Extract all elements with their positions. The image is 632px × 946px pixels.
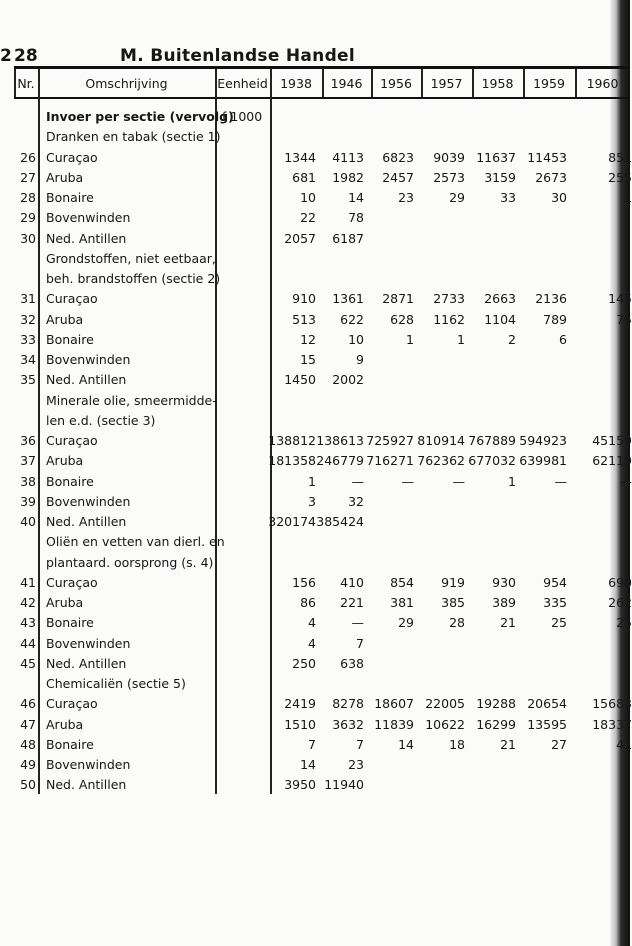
table-row: [0, 613, 630, 633]
row-number: 36: [20, 433, 36, 448]
cell-value-1946: 385424: [316, 514, 364, 529]
row-number: 47: [20, 716, 36, 732]
cell-value-1946: 6187: [332, 230, 364, 246]
cell-value-1958: 767889: [468, 433, 516, 448]
header-year: 1946: [330, 76, 363, 91]
table-row: [0, 755, 630, 775]
cell-value-1960: 15683: [592, 696, 632, 712]
table-row: [0, 674, 630, 694]
cell-value-1946: 622: [340, 311, 364, 327]
row-description: Bonaire: [46, 190, 94, 205]
row-number: 35: [20, 372, 36, 388]
cell-value-1959: 639981: [519, 453, 567, 469]
cell-value-1946: 7: [356, 736, 364, 752]
row-description: Grondstoffen, niet eetbaar,: [46, 250, 216, 266]
row-description: Aruba: [46, 716, 84, 732]
margin-mark: 2: [0, 46, 12, 66]
table-row: [0, 188, 630, 208]
header-year: 1938: [280, 76, 312, 91]
row-description: Ned. Antillen: [46, 655, 127, 671]
row-description: beh. brandstoffen (sectie 2): [46, 271, 221, 286]
cell-value-1958: 21: [500, 736, 516, 752]
cell-value-1960: 145: [608, 291, 632, 307]
cell-value-1938: 3: [308, 493, 316, 509]
cell-value-1957: 22005: [425, 696, 465, 712]
page-number: 28: [14, 46, 38, 66]
cell-value-1938: 3950: [284, 777, 316, 793]
row-description: plantaard. oorsprong (s. 4): [46, 554, 214, 570]
cell-value-1957: 385: [441, 595, 465, 610]
row-description: Chemicaliën (sectie 5): [46, 676, 186, 691]
row-description: Curaçao: [46, 574, 98, 590]
table-row: [0, 735, 630, 755]
table-row: [0, 573, 630, 593]
cell-value-1956: 6823: [382, 149, 414, 165]
cell-value-1958: 389: [492, 595, 516, 610]
cell-value-1938: 86: [300, 595, 316, 610]
cell-value-1938: 181358: [268, 453, 316, 469]
cell-value-1957: —: [452, 473, 465, 489]
row-description: Invoer per sectie (vervolg): [46, 109, 234, 124]
cell-value-1938: 681: [292, 169, 316, 185]
cell-value-1946: 638: [340, 655, 364, 671]
row-description: Ned. Antillen: [46, 230, 127, 246]
row-number: 39: [20, 493, 36, 509]
cell-value-1958: 677032: [468, 453, 516, 469]
cell-value-1938: 910: [292, 291, 316, 307]
cell-value-1959: 335: [543, 595, 567, 610]
row-description: Bonaire: [46, 736, 94, 752]
cell-value-1959: 6: [559, 331, 567, 347]
row-number: 50: [20, 777, 36, 793]
cell-value-1960: 1: [624, 190, 632, 205]
header-description: Omschrijving: [85, 76, 168, 91]
cell-value-1956: 2457: [382, 169, 414, 185]
cell-value-1946: 11940: [324, 777, 364, 793]
table-row: [0, 168, 630, 188]
cell-value-1959: 30: [551, 190, 567, 205]
cell-value-1957: 919: [441, 574, 465, 590]
cell-value-1938: 1450: [284, 372, 316, 388]
cell-value-1946: 2002: [332, 372, 364, 388]
cell-value-1956: 18607: [374, 696, 414, 712]
table-row: [0, 107, 630, 127]
page-title: M. Buitenlandse Handel: [120, 46, 356, 66]
cell-value-1957: 810914: [417, 433, 465, 448]
cell-value-1938: 1: [308, 473, 316, 489]
header-nr: Nr.: [17, 76, 35, 91]
table-row: [0, 310, 630, 330]
cell-value-1958: 19288: [476, 696, 516, 712]
table-row: [0, 370, 630, 390]
cell-value-1938: 12: [300, 331, 316, 347]
header-year: 1959: [533, 76, 565, 91]
row-number: 38: [20, 473, 36, 489]
cell-value-1938: 1510: [284, 716, 316, 732]
cell-value-1958: 21: [500, 615, 516, 631]
cell-value-1957: 1162: [433, 311, 465, 327]
cell-value-1960: 41: [616, 736, 632, 752]
cell-value-1938: 4: [308, 635, 316, 651]
cell-value-1959: 25: [551, 615, 567, 631]
cell-value-1938: 4: [308, 615, 316, 631]
row-number: 46: [20, 696, 36, 712]
row-number: 37: [20, 453, 36, 469]
cell-value-1957: 28: [449, 615, 465, 631]
cell-value-1957: 1: [457, 331, 465, 347]
cell-value-1938: 22: [300, 210, 316, 226]
cell-value-1946: 221: [340, 595, 364, 610]
row-description: Bonaire: [46, 473, 94, 489]
table-row: [0, 512, 630, 532]
cell-value-1958: 930: [492, 574, 516, 590]
row-description: Bovenwinden: [46, 210, 131, 226]
cell-value-1938: 2057: [284, 230, 316, 246]
cell-value-1956: 2871: [382, 291, 414, 307]
cell-value-1958: 1104: [484, 311, 516, 327]
cell-value-1956: 854: [390, 574, 414, 590]
row-number: 41: [20, 574, 36, 590]
table-row: [0, 775, 630, 795]
row-description: Aruba: [46, 453, 84, 469]
table-row: [0, 249, 630, 269]
row-number: 48: [20, 736, 36, 752]
cell-value-1938: 15: [300, 352, 316, 367]
cell-value-1960: 255: [608, 169, 632, 185]
cell-value-1958: 3159: [484, 169, 516, 185]
cell-value-1946: 4113: [332, 149, 364, 165]
row-number: 26: [20, 149, 36, 165]
table-row: [0, 330, 630, 350]
row-number: 40: [20, 514, 36, 529]
cell-value-1946: 7: [356, 635, 364, 651]
cell-value-1957: 2573: [433, 169, 465, 185]
header-unit: Eenheid: [217, 76, 268, 91]
row-description: Aruba: [46, 169, 84, 185]
row-number: 29: [20, 210, 36, 226]
row-description: Curaçao: [46, 291, 98, 307]
cell-value-1946: —: [351, 615, 364, 631]
cell-value-1956: 716271: [366, 453, 414, 469]
row-description: Curaçao: [46, 149, 98, 165]
cell-value-1938: 10: [300, 190, 316, 205]
cell-value-1938: 513: [292, 311, 316, 327]
row-description: Bovenwinden: [46, 757, 131, 772]
cell-value-1957: 29: [449, 190, 465, 205]
cell-value-1938: 2419: [284, 696, 316, 712]
row-description: Aruba: [46, 311, 84, 327]
table-row: [0, 229, 630, 249]
cell-value-1956: 29: [398, 615, 414, 631]
cell-value-1959: 594923: [519, 433, 567, 448]
header-year: 1957: [430, 76, 463, 91]
row-number: 27: [20, 169, 36, 185]
row-number: 42: [20, 595, 36, 610]
cell-value-1960: 690: [608, 574, 632, 590]
table-row: [0, 391, 630, 411]
row-number: 31: [20, 291, 36, 307]
row-description: Bovenwinden: [46, 635, 131, 651]
cell-value-1960: 18337: [592, 716, 632, 732]
cell-value-1946: 32: [348, 493, 364, 509]
row-description: Ned. Antillen: [46, 372, 127, 388]
cell-value-1956: 23: [398, 190, 414, 205]
cell-value-1946: 23: [348, 757, 364, 772]
table-row: [0, 127, 630, 147]
row-description: Bonaire: [46, 331, 94, 347]
header-year: 1958: [481, 76, 514, 91]
cell-value-1959: 2673: [535, 169, 567, 185]
cell-value-1946: 9: [356, 352, 364, 367]
row-description: Dranken en tabak (sectie 1): [46, 129, 221, 145]
table-row: [0, 208, 630, 228]
cell-value-1938: 156: [292, 574, 316, 590]
cell-value-1946: 10: [348, 331, 364, 347]
cell-value-1958: 2: [508, 331, 516, 347]
cell-value-1938: 1344: [284, 149, 316, 165]
row-number: 43: [20, 615, 36, 631]
table-row: [0, 472, 630, 492]
table-row: [0, 715, 630, 735]
row-description: len e.d. (sectie 3): [46, 412, 156, 428]
row-description: Ned. Antillen: [46, 777, 127, 793]
cell-value-1958: 1: [508, 473, 516, 489]
cell-value-1957: 762362: [417, 453, 465, 469]
cell-value-1958: 2663: [484, 291, 516, 307]
table-row: [0, 269, 630, 289]
cell-value-1959: 789: [543, 311, 567, 327]
row-number: 34: [20, 352, 36, 367]
table-row: [0, 634, 630, 654]
table-row: [0, 350, 630, 370]
cell-value-1938: 14: [300, 757, 316, 772]
table-row: [0, 532, 630, 552]
header-year: 1956: [380, 76, 412, 91]
cell-value-1957: 18: [449, 736, 465, 752]
table-row: [0, 431, 630, 451]
cell-value-1956: 725927: [366, 433, 414, 448]
row-number: 44: [20, 635, 36, 651]
cell-value-1960: 75: [616, 311, 632, 327]
border-left: [14, 69, 16, 97]
table-row: [0, 411, 630, 431]
row-number: 49: [20, 757, 36, 772]
row-description: Aruba: [46, 595, 84, 610]
cell-value-1946: 1982: [332, 169, 364, 185]
table-row: [0, 289, 630, 309]
cell-value-1956: —: [401, 473, 414, 489]
cell-value-1946: 78: [348, 210, 364, 226]
row-description: Curaçao: [46, 433, 98, 448]
cell-value-1946: 246779: [316, 453, 364, 469]
cell-value-1956: 1: [406, 331, 414, 347]
header-year: 1960: [586, 76, 619, 91]
row-number: 28: [20, 190, 36, 205]
cell-value-1958: 33: [500, 190, 516, 205]
table-row: [0, 492, 630, 512]
cell-value-1960: —: [619, 473, 632, 489]
cell-value-1957: 2733: [433, 291, 465, 307]
cell-value-1938: 138812: [268, 433, 316, 448]
cell-value-1938: 7: [308, 736, 316, 752]
cell-value-1946: 410: [340, 574, 364, 590]
cell-value-1956: 14: [398, 736, 414, 752]
cell-value-1956: 11839: [374, 716, 414, 732]
row-description: Curaçao: [46, 696, 98, 712]
table-header-rule: [14, 97, 630, 99]
cell-value-1959: 20654: [527, 696, 567, 712]
cell-value-1956: 628: [390, 311, 414, 327]
table-row: [0, 553, 630, 573]
cell-value-1959: 13595: [527, 716, 567, 732]
row-number: 30: [20, 230, 36, 246]
cell-value-1960: 45159: [592, 433, 632, 448]
row-number: 32: [20, 311, 36, 327]
table-row: [0, 148, 630, 168]
cell-value-1946: —: [351, 473, 364, 489]
row-unit: f 1000: [222, 109, 263, 124]
cell-value-1959: —: [554, 473, 567, 489]
table-row: [0, 451, 630, 471]
table-row: [0, 694, 630, 714]
cell-value-1938: 250: [292, 655, 316, 671]
table-row: [0, 593, 630, 613]
cell-value-1959: 2136: [535, 291, 567, 307]
row-description: Ned. Antillen: [46, 514, 127, 529]
cell-value-1960: 262: [608, 595, 632, 610]
cell-value-1960: 62119: [592, 453, 632, 469]
row-description: Bonaire: [46, 615, 94, 631]
row-description: Bovenwinden: [46, 352, 131, 367]
row-number: 45: [20, 655, 36, 671]
row-number: 33: [20, 331, 36, 347]
row-description: Oliën en vetten van dierl. en: [46, 534, 225, 550]
cell-value-1946: 138613: [316, 433, 364, 448]
cell-value-1958: 11637: [476, 149, 516, 165]
table-row: [0, 654, 630, 674]
cell-value-1946: 3632: [332, 716, 364, 732]
row-description: Minerale olie, smeermidde-: [46, 392, 217, 408]
cell-value-1956: 381: [390, 595, 414, 610]
cell-value-1958: 16299: [476, 716, 516, 732]
cell-value-1957: 9039: [433, 149, 465, 165]
cell-value-1960: 851: [608, 149, 632, 165]
row-description: Bovenwinden: [46, 493, 131, 509]
cell-value-1959: 11453: [527, 149, 567, 165]
cell-value-1959: 27: [551, 736, 567, 752]
cell-value-1938: 320174: [268, 514, 316, 529]
cell-value-1946: 14: [348, 190, 364, 205]
cell-value-1957: 10622: [425, 716, 465, 732]
cell-value-1946: 1361: [332, 291, 364, 307]
cell-value-1960: 25: [616, 615, 632, 631]
cell-value-1959: 954: [543, 574, 567, 590]
cell-value-1946: 8278: [332, 696, 364, 712]
